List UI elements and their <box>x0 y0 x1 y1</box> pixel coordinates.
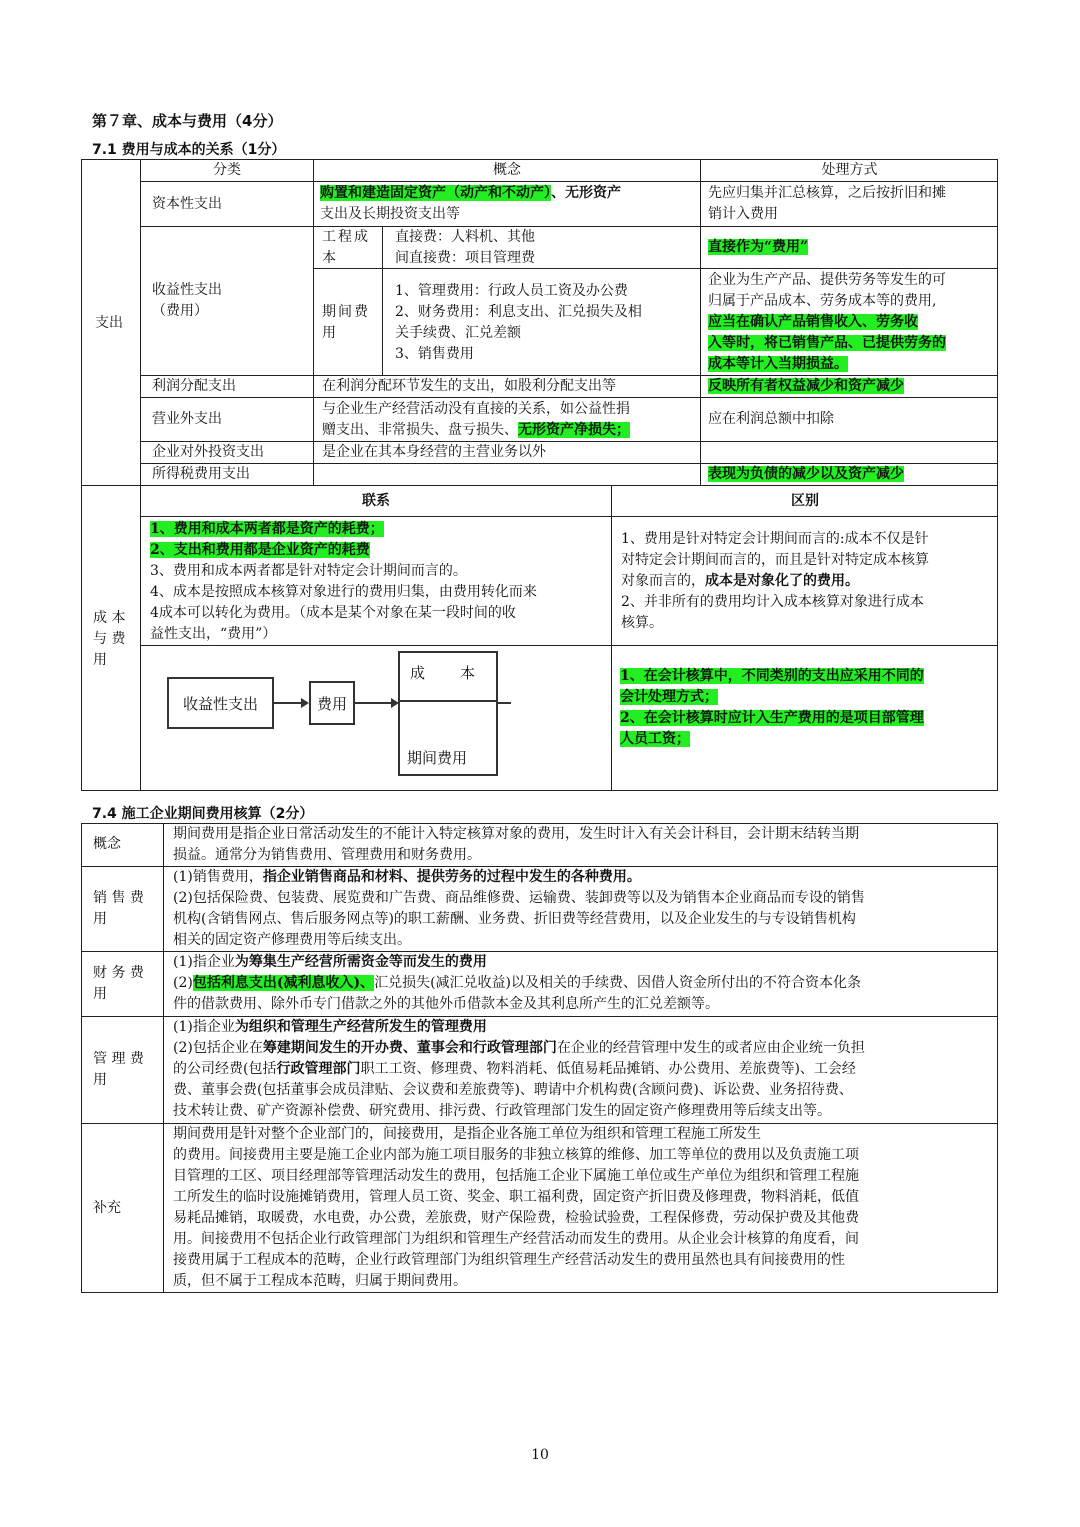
period-h1: 企业为生产产品、提供劳务等发生的可 <box>708 272 946 288</box>
difference-5: 核算。 <box>621 615 663 631</box>
cat-revenue-l2: （费用） <box>152 303 208 319</box>
difference-3: 对象而言的，成本是对象化了的费用。 <box>621 573 859 589</box>
page-number: 10 <box>531 1447 549 1463</box>
admin-l5: 技术转让费、矿产资源补偿费、研究费用、排污费、行政管理部门发生的固定资产修理费用等后续支出等。 <box>173 1103 831 1119</box>
admin-l3: 的公司经费(包括行政管理部门职工工资、修理费、物料消耗、低值易耗品摊销、办公费用、差旅费等)、工会经 <box>173 1061 856 1077</box>
sales-l1: (1)销售费用，指企业销售商品和材料、提供劳务的过程中发生的各种费用。 <box>173 869 641 885</box>
note-2: 会计处理方式； <box>620 689 718 705</box>
supp-l2: 的费用。间接费用主要是施工企业内部为施工项目服务的非独立核算的维修、加工等单位的费用以及负责施工项 <box>173 1147 859 1163</box>
eng-cost-direct: 直接费：人料机、其他 <box>395 229 535 245</box>
diagram-divider <box>398 700 498 702</box>
admin-l4: 费、董事会费(包括董事会成员津贴、会议费和差旅费等)、聘请中介机构费(含顾问费)、诉讼费、业务招待费、 <box>173 1082 853 1098</box>
concept-non-operating-l1: 与企业生产经营活动没有直接的关系，如公益性捐 <box>322 401 630 417</box>
note-4: 人员工资； <box>620 731 690 747</box>
concept-capital-l1: 购置和建造固定资产（动产和不动产）、无形资产 <box>320 185 621 201</box>
concept-capital-l2: 支出及长期投资支出等 <box>320 206 460 222</box>
group-cost-l3: 用 <box>93 652 107 668</box>
group-expense: 支出 <box>95 315 123 331</box>
difference-2: 对特定会计期间而言的，而且是针对特定成本核算 <box>621 552 929 568</box>
sales-l3: 机构(含销售网点、售后服务网点等)的职工薪酬、业务费、折旧费等经营费用，以及企业发生的与专设销售机构 <box>173 911 856 927</box>
difference-1: 1、费用是针对特定会计期间而言的:成本不仅是针 <box>621 531 929 547</box>
concept-investment: 是企业在其本身经营的主营业务以外 <box>322 444 546 460</box>
relation-1: 1、费用和成本两者都是资产的耗费； <box>150 521 384 537</box>
cat-capital: 资本性支出 <box>152 196 222 212</box>
handle-capital-l1: 先应归集并汇总核算，之后按折旧和摊 <box>708 185 946 201</box>
label-admin-expense-l2: 用 <box>93 1072 107 1088</box>
header-category: 分类 <box>213 162 241 178</box>
section-7-4-title: 7.4 施工企业期间费用核算（2分） <box>92 806 314 822</box>
period-h2: 归属于产品成本、劳务成本等的费用, <box>708 293 937 309</box>
relation-4: 4、成本是按照成本核算对象进行的费用归集，由费用转化而来 <box>150 584 537 600</box>
label-sales-expense-l1: 销 售 费 <box>93 890 144 906</box>
finance-l1: (1)指企业为筹集生产经营所需资金等而发生的费用 <box>173 954 487 970</box>
period-c4: 3、销售费用 <box>395 346 474 362</box>
diagram-cost-1: 成 <box>410 664 426 682</box>
diagram-cost-2: 本 <box>460 664 476 682</box>
label-supplement: 补充 <box>93 1200 121 1216</box>
supp-l1: 期间费用是针对整个企业部门的，间接费用，是指企业各施工单位为组织和管理工程施工所发生 <box>173 1126 761 1142</box>
arrow-1-head <box>301 698 309 708</box>
supp-l6: 用。间接费用不包括企业行政管理部门为组织和管理生产经营活动而发生的费用。从企业会计核算的角度看，间 <box>173 1231 859 1247</box>
diagram-period-expense: 期间费用 <box>407 749 468 767</box>
supp-l8: 质，但不属于工程成本范畴，归属于期间费用。 <box>173 1273 467 1289</box>
diagram-box-revenue-expense: 收益性支出 <box>167 677 274 729</box>
supp-l4: 工所发生的临时设施摊销费用，管理人员工资、奖金、职工福利费，固定资产折旧费及修理费，物料消耗，低值 <box>173 1189 859 1205</box>
admin-l2: (2)包括企业在筹建期间发生的开办费、董事会和行政管理部门在企业的经营管理中发生的或者应由企业统一负担 <box>173 1040 865 1056</box>
finance-l2: (2)包括利息支出(减利息收入)、汇兑损失(减汇兑收益)以及相关的手续费、因借人资金所付出的不符合资本化条 <box>173 975 862 991</box>
relation-3: 3、费用和成本两者都是针对特定会计期间而言的。 <box>150 563 467 579</box>
group-cost-l1: 成 本 <box>93 610 126 626</box>
period-h3: 应当在确认产品销售收入、劳务收 <box>708 314 918 330</box>
handle-capital-l2: 销计入费用 <box>708 206 778 222</box>
header-concept: 概念 <box>493 162 521 178</box>
label-sales-expense-l2: 用 <box>93 911 107 927</box>
chapter-title: 第７章、成本与费用（4分） <box>92 112 283 130</box>
header-handling: 处理方式 <box>821 162 878 178</box>
relation-5: 4成本可以转化为费用。（成本是某个对象在某一段时间的收 <box>150 605 516 621</box>
cat-revenue-l1: 收益性支出 <box>152 282 222 298</box>
sales-l2: (2)包括保险费、包装费、展览费和广告费、商品维修费、运输费、装卸费等以及为销售本企业商品而专设的销售 <box>173 890 865 906</box>
supp-l7: 接费用属于工程成本的范畴，企业行政管理部门为组织管理生产经营活动发生的费用虽然也具有间接费用的性 <box>173 1252 845 1268</box>
sales-l4: 相关的固定资产修理费用等后续支出。 <box>173 932 411 948</box>
concept-l1: 期间费用是指企业日常活动发生的不能计入特定核算对象的费用，发生时计入有关会计科目，会计期末结转当期 <box>173 826 859 842</box>
label-concept: 概念 <box>93 836 121 852</box>
period-c2: 2、财务费用：利息支出、汇兑损失及相 <box>395 304 642 320</box>
cat-profit-distribution: 利润分配支出 <box>152 378 236 394</box>
label-finance-expense-l2: 用 <box>93 986 107 1002</box>
sub-period-cost-l1: 期间费 <box>322 304 370 320</box>
header-relation: 联系 <box>362 493 390 509</box>
cat-non-operating: 营业外支出 <box>152 411 222 427</box>
supp-l3: 目管理的工区、项目经理部等管理活动发生的费用，包括施工企业下属施工单位或生产单位为组织和管理工程施 <box>173 1168 859 1184</box>
concept-l2: 损益。通常分为销售费用、管理费用和财务费用。 <box>173 847 481 863</box>
section-7-1-title: 7.1 费用与成本的关系（1分） <box>92 142 286 158</box>
diagram-box-expense: 费用 <box>309 681 355 725</box>
label-admin-expense-l1: 管 理 费 <box>93 1051 144 1067</box>
eng-cost-indirect: 间直接费：项目管理费 <box>395 250 535 266</box>
admin-l1: (1)指企业为组织和管理生产经营所发生的管理费用 <box>173 1019 487 1035</box>
period-c3: 关手续费、汇兑差额 <box>395 325 521 341</box>
note-3: 2、在会计核算时应计入生产费用的是项目部管理 <box>620 710 924 726</box>
cat-income-tax: 所得税费用支出 <box>152 466 250 482</box>
header-difference: 区别 <box>791 493 819 509</box>
group-cost-l2: 与 费 <box>93 631 126 647</box>
period-h5: 成本等计入当期损益。 <box>708 356 848 372</box>
difference-4: 2、并非所有的费用均计入成本核算对象进行成本 <box>621 594 924 610</box>
period-c1: 1、管理费用：行政人员工资及办公费 <box>395 283 628 299</box>
finance-l3: 件的借款费用、除外币专门借款之外的其他外币借款本金及其利息所产生的汇兑差额等。 <box>173 996 719 1012</box>
sub-engineering-cost-l1: 工程成 <box>322 229 370 245</box>
concept-non-operating-l2: 赠支出、非常损失、盘亏损失、无形资产净损失； <box>322 422 630 438</box>
handle-profit-distribution: 反映所有者权益减少和资产减少 <box>708 378 904 394</box>
handle-income-tax: 表现为负债的减少以及资产减少 <box>708 466 904 482</box>
handle-non-operating: 应在利润总额中扣除 <box>708 411 834 427</box>
note-1: 1、在会计核算中，不同类别的支出应采用不同的 <box>620 668 924 684</box>
period-h4: 入等时，将已销售产品、已提供劳务的 <box>708 335 946 351</box>
sub-engineering-cost-l2: 本 <box>322 250 336 266</box>
supp-l5: 易耗品摊销，取暖费，水电费，办公费，差旅费，财产保险费，检验试验费，工程保修费，劳动保护费及其他费 <box>173 1210 859 1226</box>
cat-investment: 企业对外投资支出 <box>152 444 264 460</box>
relation-2: 2、支出和费用都是企业资产的耗费 <box>150 542 370 558</box>
eng-cost-handling: 直接作为“费用” <box>708 239 809 255</box>
sub-period-cost-l2: 用 <box>322 325 336 341</box>
label-finance-expense-l1: 财 务 费 <box>93 965 144 981</box>
relation-6: 益性支出，“费用”） <box>150 626 277 642</box>
concept-profit-distribution: 在利润分配环节发生的支出，如股利分配支出等 <box>322 378 616 394</box>
